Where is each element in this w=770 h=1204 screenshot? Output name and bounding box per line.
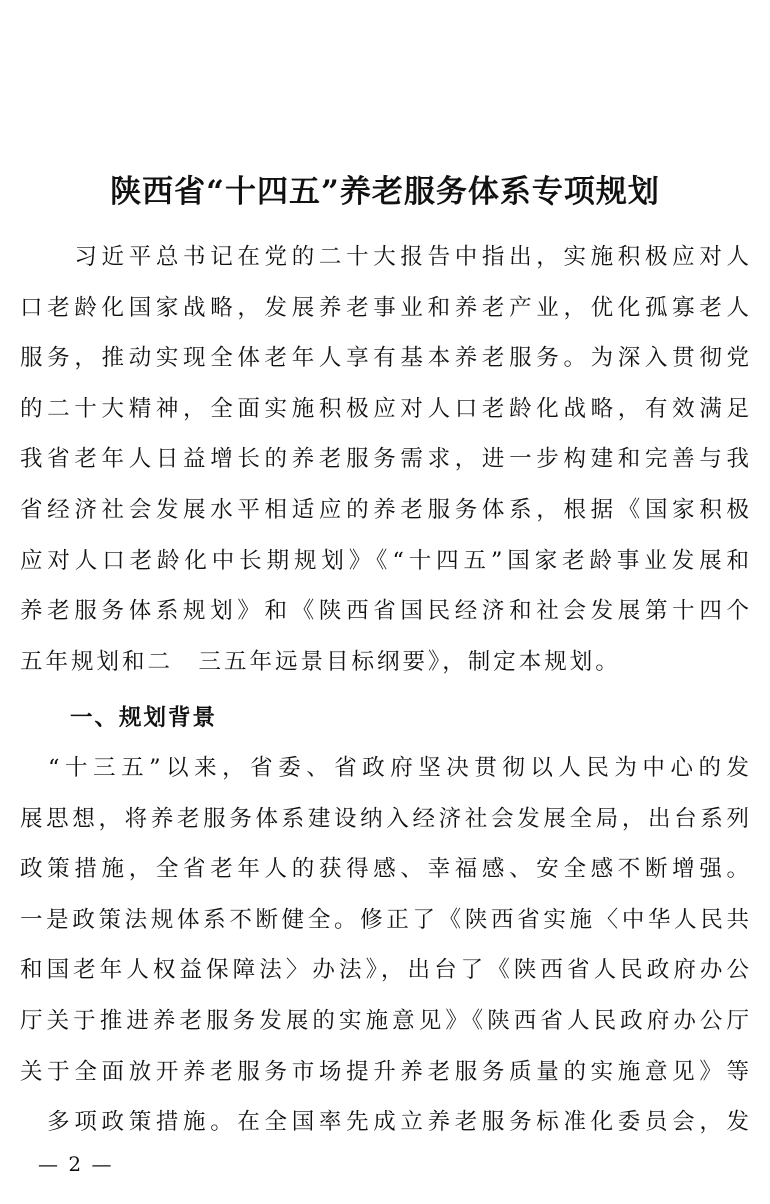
text-line: “十三五”以来，省委、省政府坚决贯彻以人民为中心的发 (20, 755, 752, 781)
text-line: 一是政策法规体系不断健全。修正了《陕西省实施〈中华人民共 (20, 906, 752, 933)
text-line: 服务，推动实现全体老年人享有基本养老服务。为深入贯彻党 (20, 345, 752, 372)
text-line: 和国老年人权益保障法〉办法》，出台了《陕西省人民政府办公 (20, 957, 752, 984)
text-line: 的二十大精神，全面实施积极应对人口老龄化战略，有效满足 (20, 395, 752, 422)
text-line: 展思想，将养老服务体系建设纳入经济社会发展全局，出台系列 (20, 805, 752, 832)
text-line: 政策措施，全省老年人的获得感、幸福感、安全感不断增强。 (20, 856, 752, 883)
document-title: 陕西省“十四五”养老服务体系专项规划 (110, 174, 660, 210)
text-line: 多项政策措施。在全国率先成立养老服务标准化委员会，发 (20, 1109, 752, 1136)
text-line: 关于全面放开养老服务市场提升养老服务质量的实施意见》等 (20, 1058, 752, 1085)
page-number: — 2 — (38, 1152, 114, 1176)
text-line: 我省老年人日益增长的养老服务需求，进一步构建和完善与我 (20, 446, 752, 473)
text-line: 应对人口老龄化中长期规划》《“十四五”国家老龄事业发展和 (20, 547, 752, 574)
text-line: 养老服务体系规划》和《陕西省国民经济和社会发展第十四个 (20, 598, 752, 625)
text-line: 口老龄化国家战略，发展养老事业和养老产业，优化孤寡老人 (20, 294, 752, 321)
text-line: 五年规划和二 三五年远景目标纲要》，制定本规划。 (20, 648, 621, 675)
intro-paragraph (20, 232, 752, 687)
section-heading: 一、规划背景 (70, 705, 218, 731)
text-line: 厅关于推进养老服务发展的实施意见》《陕西省人民政府办公厅 (20, 1007, 752, 1034)
text-line: 习近平总书记在党的二十大报告中指出，实施积极应对人 (20, 244, 752, 270)
text-line: 省经济社会发展水平相适应的养老服务体系，根据《国家积极 (20, 496, 752, 523)
background-paragraph (20, 743, 752, 1148)
